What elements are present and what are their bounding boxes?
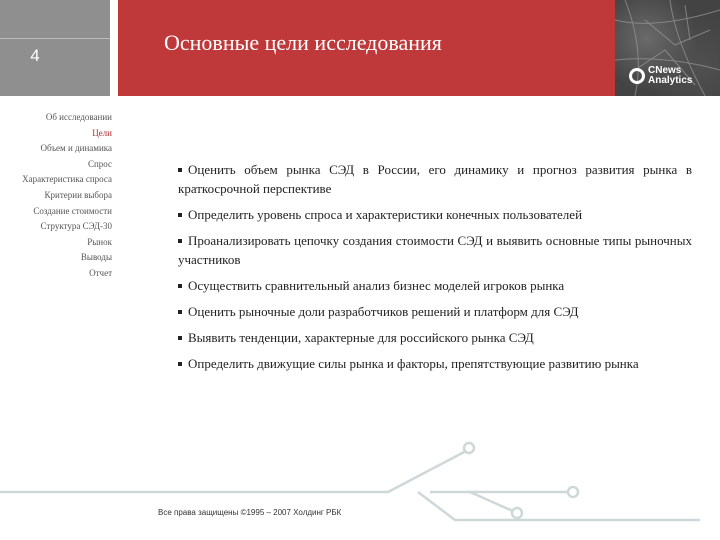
logo-line-2: Analytics	[648, 75, 693, 86]
nav-item-value-creation[interactable]: Создание стоимости	[33, 205, 112, 216]
page-title: Основные цели исследования	[164, 30, 442, 55]
nav-item-volume[interactable]: Объем и динамика	[40, 143, 112, 154]
nav-item-demand-characteristics[interactable]: Характеристика спроса	[22, 174, 112, 185]
nav-item-demand[interactable]: Спрос	[87, 158, 112, 169]
nav-item-selection-criteria[interactable]: Критерии выбора	[44, 189, 112, 200]
goal-text: Проанализировать цепочку создания стоимости СЭД и выявить основные типы рыночных участников	[178, 233, 692, 267]
logo-line-1: CNews	[648, 65, 682, 76]
nav-item-market[interactable]: Рынок	[87, 236, 112, 247]
goal-text: Определить уровень спроса и характеристики конечных пользователей	[188, 207, 583, 222]
goal-text: Оценить рыночные доли разработчиков решений и платформ для СЭД	[188, 304, 579, 319]
copyright-footer: Все права защищены ©1995 – 2007 Холдинг РБК	[158, 508, 342, 517]
slide-number: 4	[30, 46, 40, 65]
nav-item-goals[interactable]: Цели	[92, 127, 112, 138]
nav-item-report[interactable]: Отчет	[89, 267, 112, 278]
goal-text: Определить движущие силы рынка и факторы, препятствующие развитию рынка	[188, 356, 639, 371]
goal-text: Оценить объем рынка СЭД в России, его динамику и прогноз развития рынка в краткосрочной перспективе	[178, 162, 692, 196]
goal-text: Осуществить сравнительный анализ бизнес моделей игроков рынка	[188, 278, 565, 293]
nav-item-about[interactable]: Об исследовании	[45, 112, 112, 122]
nav-item-structure[interactable]: Структура СЭД-30	[40, 221, 112, 232]
nav-item-conclusions[interactable]: Выводы	[80, 252, 112, 263]
goal-text: Выявить тенденции, характерные для российского рынка СЭД	[188, 330, 534, 345]
